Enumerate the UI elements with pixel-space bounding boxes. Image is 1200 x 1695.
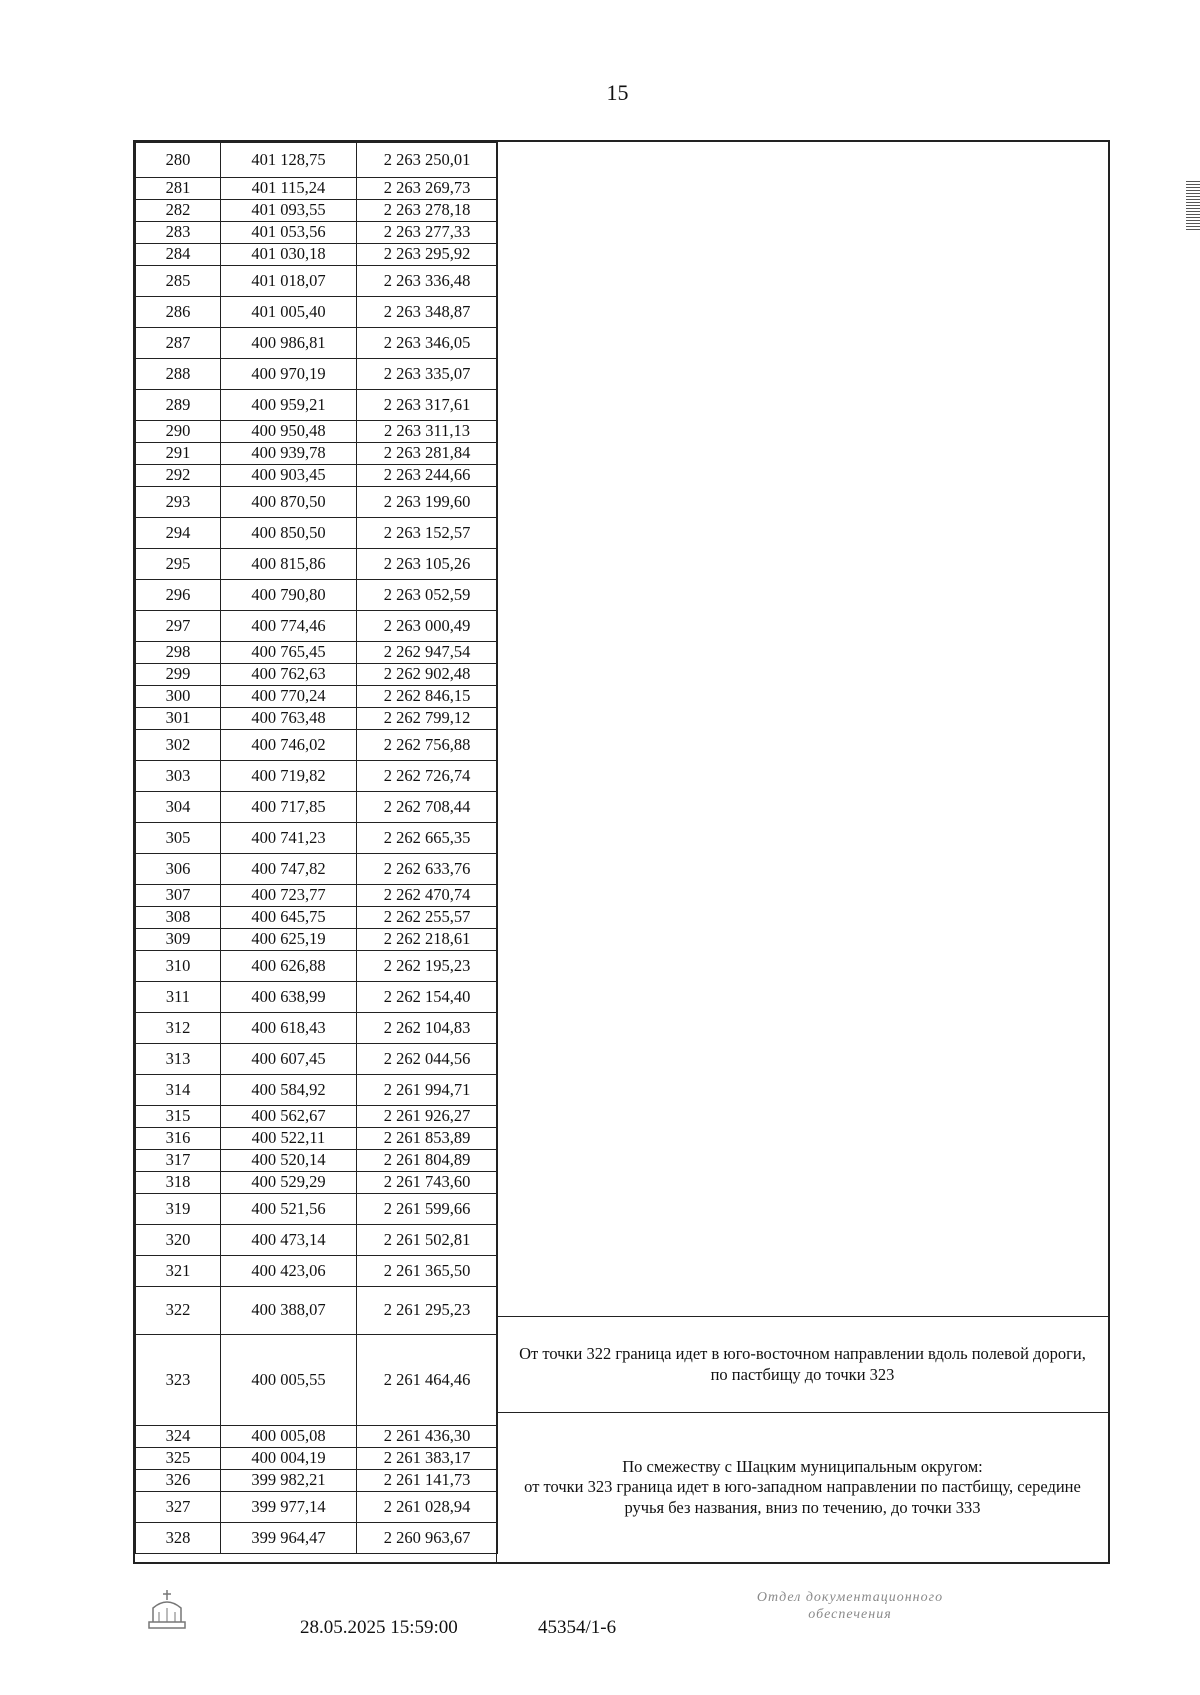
y-coordinate-cell: 2 262 044,56 xyxy=(357,1044,498,1075)
table-row xyxy=(136,686,498,708)
table-row xyxy=(136,178,498,200)
x-coordinate-cell: 400 950,48 xyxy=(221,421,357,443)
point-number-cell: 312 xyxy=(136,1013,221,1044)
table-row xyxy=(136,1523,498,1554)
y-coordinate-cell: 2 262 947,54 xyxy=(357,642,498,664)
y-coordinate-cell: 2 261 853,89 xyxy=(357,1128,498,1150)
point-number-cell: 298 xyxy=(136,642,221,664)
table-row xyxy=(136,907,498,929)
table-row xyxy=(136,642,498,664)
footer-document-number: 45354/1-6 xyxy=(538,1617,617,1638)
x-coordinate-cell: 400 625,19 xyxy=(221,929,357,951)
table-row xyxy=(136,1426,498,1448)
x-coordinate-cell: 401 030,18 xyxy=(221,244,357,266)
footer-datetime: 28.05.2025 15:59:00 xyxy=(300,1617,458,1638)
point-number-cell: 302 xyxy=(136,730,221,761)
description-column xyxy=(496,142,1108,1562)
table-row xyxy=(136,854,498,885)
table-row xyxy=(136,580,498,611)
y-coordinate-cell: 2 263 348,87 xyxy=(357,297,498,328)
y-coordinate-cell: 2 262 902,48 xyxy=(357,664,498,686)
boundary-sheet xyxy=(133,140,1110,1564)
point-number-cell: 284 xyxy=(136,244,221,266)
table-row xyxy=(136,1194,498,1225)
y-coordinate-cell: 2 263 277,33 xyxy=(357,222,498,244)
x-coordinate-cell: 400 747,82 xyxy=(221,854,357,885)
y-coordinate-cell: 2 261 028,94 xyxy=(357,1492,498,1523)
point-number-cell: 296 xyxy=(136,580,221,611)
x-coordinate-cell: 400 762,63 xyxy=(221,664,357,686)
x-coordinate-cell: 401 128,75 xyxy=(221,143,357,178)
point-number-cell: 303 xyxy=(136,761,221,792)
point-number-cell: 293 xyxy=(136,487,221,518)
x-coordinate-cell: 400 423,06 xyxy=(221,1256,357,1287)
x-coordinate-cell: 400 815,86 xyxy=(221,549,357,580)
point-number-cell: 321 xyxy=(136,1256,221,1287)
point-number-cell: 308 xyxy=(136,907,221,929)
y-coordinate-cell: 2 262 154,40 xyxy=(357,982,498,1013)
coordinates-table xyxy=(135,142,498,1554)
table-row xyxy=(136,929,498,951)
x-coordinate-cell: 399 977,14 xyxy=(221,1492,357,1523)
point-number-cell: 287 xyxy=(136,328,221,359)
x-coordinate-cell: 400 870,50 xyxy=(221,487,357,518)
x-coordinate-cell: 400 473,14 xyxy=(221,1225,357,1256)
y-coordinate-cell: 2 263 244,66 xyxy=(357,465,498,487)
x-coordinate-cell: 400 529,29 xyxy=(221,1172,357,1194)
table-row xyxy=(136,951,498,982)
table-row xyxy=(136,421,498,443)
y-coordinate-cell: 2 262 255,57 xyxy=(357,907,498,929)
point-number-cell: 289 xyxy=(136,390,221,421)
point-number-cell: 290 xyxy=(136,421,221,443)
y-coordinate-cell: 2 262 665,35 xyxy=(357,823,498,854)
point-number-cell: 299 xyxy=(136,664,221,686)
y-coordinate-cell: 2 262 708,44 xyxy=(357,792,498,823)
y-coordinate-cell: 2 262 633,76 xyxy=(357,854,498,885)
table-row xyxy=(136,1013,498,1044)
point-number-cell: 311 xyxy=(136,982,221,1013)
y-coordinate-cell: 2 263 336,48 xyxy=(357,266,498,297)
point-number-cell: 317 xyxy=(136,1150,221,1172)
y-coordinate-cell: 2 261 994,71 xyxy=(357,1075,498,1106)
table-row xyxy=(136,1172,498,1194)
point-number-cell: 310 xyxy=(136,951,221,982)
x-coordinate-cell: 400 521,56 xyxy=(221,1194,357,1225)
x-coordinate-cell: 400 763,48 xyxy=(221,708,357,730)
point-number-cell: 306 xyxy=(136,854,221,885)
y-coordinate-cell: 2 263 295,92 xyxy=(357,244,498,266)
x-coordinate-cell: 400 717,85 xyxy=(221,792,357,823)
point-number-cell: 300 xyxy=(136,686,221,708)
point-number-cell: 285 xyxy=(136,266,221,297)
y-coordinate-cell: 2 262 104,83 xyxy=(357,1013,498,1044)
point-number-cell: 305 xyxy=(136,823,221,854)
x-coordinate-cell: 400 746,02 xyxy=(221,730,357,761)
y-coordinate-cell: 2 260 963,67 xyxy=(357,1523,498,1554)
y-coordinate-cell: 2 263 269,73 xyxy=(357,178,498,200)
x-coordinate-cell: 400 004,19 xyxy=(221,1448,357,1470)
x-coordinate-cell: 400 626,88 xyxy=(221,951,357,982)
table-row xyxy=(136,1335,498,1426)
x-coordinate-cell: 400 986,81 xyxy=(221,328,357,359)
scan-edge-mark xyxy=(1186,180,1200,230)
table-row xyxy=(136,487,498,518)
page-number: 15 xyxy=(606,80,629,105)
table-row xyxy=(136,465,498,487)
table-row xyxy=(136,266,498,297)
table-row xyxy=(136,518,498,549)
x-coordinate-cell: 400 741,23 xyxy=(221,823,357,854)
y-coordinate-cell: 2 261 804,89 xyxy=(357,1150,498,1172)
table-row xyxy=(136,1150,498,1172)
y-coordinate-cell: 2 262 195,23 xyxy=(357,951,498,982)
table-row xyxy=(136,1287,498,1335)
segment-text-322-323: От точки 322 граница идет в юго-восточном направлении вдоль полевой дороги, по пастбищу до точки 323 xyxy=(519,1343,1086,1384)
y-coordinate-cell: 2 262 218,61 xyxy=(357,929,498,951)
point-number-cell: 323 xyxy=(136,1335,221,1426)
y-coordinate-cell: 2 262 756,88 xyxy=(357,730,498,761)
point-number-cell: 327 xyxy=(136,1492,221,1523)
point-number-cell: 301 xyxy=(136,708,221,730)
table-row xyxy=(136,823,498,854)
x-coordinate-cell: 400 388,07 xyxy=(221,1287,357,1335)
y-coordinate-cell: 2 262 846,15 xyxy=(357,686,498,708)
table-row xyxy=(136,611,498,642)
x-coordinate-cell: 400 970,19 xyxy=(221,359,357,390)
y-coordinate-cell: 2 263 278,18 xyxy=(357,200,498,222)
point-number-cell: 295 xyxy=(136,549,221,580)
x-coordinate-cell: 400 005,55 xyxy=(221,1335,357,1426)
table-row xyxy=(136,708,498,730)
emblem-logo-icon xyxy=(143,1586,191,1634)
segment-description-323-333 xyxy=(497,1412,1108,1562)
point-number-cell: 283 xyxy=(136,222,221,244)
y-coordinate-cell: 2 261 365,50 xyxy=(357,1256,498,1287)
table-row xyxy=(136,390,498,421)
point-number-cell: 322 xyxy=(136,1287,221,1335)
point-number-cell: 314 xyxy=(136,1075,221,1106)
y-coordinate-cell: 2 263 000,49 xyxy=(357,611,498,642)
segment-text-323-333-line2: от точки 323 граница идет в юго-западном направлении по пастбищу, середине ручья без названия, вниз по течению, до точки 333 xyxy=(524,1477,1081,1517)
table-row xyxy=(136,1492,498,1523)
point-number-cell: 320 xyxy=(136,1225,221,1256)
y-coordinate-cell: 2 261 743,60 xyxy=(357,1172,498,1194)
y-coordinate-cell: 2 263 105,26 xyxy=(357,549,498,580)
stamp-line-1: Отдел документационного xyxy=(756,1590,944,1605)
coordinates-table-body xyxy=(136,143,498,1554)
table-row xyxy=(136,1106,498,1128)
x-coordinate-cell: 401 018,07 xyxy=(221,266,357,297)
x-coordinate-cell: 399 982,21 xyxy=(221,1470,357,1492)
table-row xyxy=(136,1225,498,1256)
x-coordinate-cell: 400 774,46 xyxy=(221,611,357,642)
table-row xyxy=(136,549,498,580)
table-row xyxy=(136,1448,498,1470)
x-coordinate-cell: 400 520,14 xyxy=(221,1150,357,1172)
point-number-cell: 318 xyxy=(136,1172,221,1194)
table-row xyxy=(136,730,498,761)
x-coordinate-cell: 400 005,08 xyxy=(221,1426,357,1448)
table-row xyxy=(136,792,498,823)
x-coordinate-cell: 401 115,24 xyxy=(221,178,357,200)
point-number-cell: 307 xyxy=(136,885,221,907)
table-row xyxy=(136,1075,498,1106)
y-coordinate-cell: 2 263 199,60 xyxy=(357,487,498,518)
x-coordinate-cell: 401 053,56 xyxy=(221,222,357,244)
table-row xyxy=(136,222,498,244)
table-row xyxy=(136,1128,498,1150)
point-number-cell: 288 xyxy=(136,359,221,390)
segment-text-323-333-line1: По смежеству с Шацким муниципальным округом: xyxy=(622,1456,983,1476)
y-coordinate-cell: 2 261 502,81 xyxy=(357,1225,498,1256)
y-coordinate-cell: 2 261 383,17 xyxy=(357,1448,498,1470)
y-coordinate-cell: 2 263 152,57 xyxy=(357,518,498,549)
y-coordinate-cell: 2 262 726,74 xyxy=(357,761,498,792)
point-number-cell: 280 xyxy=(136,143,221,178)
y-coordinate-cell: 2 261 141,73 xyxy=(357,1470,498,1492)
point-number-cell: 326 xyxy=(136,1470,221,1492)
point-number-cell: 316 xyxy=(136,1128,221,1150)
y-coordinate-cell: 2 262 799,12 xyxy=(357,708,498,730)
point-number-cell: 319 xyxy=(136,1194,221,1225)
y-coordinate-cell: 2 263 346,05 xyxy=(357,328,498,359)
point-number-cell: 297 xyxy=(136,611,221,642)
segment-description-322-323 xyxy=(497,1316,1108,1412)
point-number-cell: 309 xyxy=(136,929,221,951)
table-row xyxy=(136,885,498,907)
table-row xyxy=(136,1044,498,1075)
x-coordinate-cell: 400 645,75 xyxy=(221,907,357,929)
y-coordinate-cell: 2 261 464,46 xyxy=(357,1335,498,1426)
point-number-cell: 294 xyxy=(136,518,221,549)
x-coordinate-cell: 399 964,47 xyxy=(221,1523,357,1554)
point-number-cell: 315 xyxy=(136,1106,221,1128)
point-number-cell: 324 xyxy=(136,1426,221,1448)
table-row xyxy=(136,1470,498,1492)
x-coordinate-cell: 400 850,50 xyxy=(221,518,357,549)
y-coordinate-cell: 2 261 926,27 xyxy=(357,1106,498,1128)
x-coordinate-cell: 400 638,99 xyxy=(221,982,357,1013)
point-number-cell: 328 xyxy=(136,1523,221,1554)
x-coordinate-cell: 400 618,43 xyxy=(221,1013,357,1044)
department-stamp xyxy=(700,1590,1000,1624)
x-coordinate-cell: 400 765,45 xyxy=(221,642,357,664)
x-coordinate-cell: 400 903,45 xyxy=(221,465,357,487)
table-row xyxy=(136,297,498,328)
table-row xyxy=(136,664,498,686)
table-row xyxy=(136,143,498,178)
point-number-cell: 325 xyxy=(136,1448,221,1470)
table-row xyxy=(136,328,498,359)
y-coordinate-cell: 2 261 436,30 xyxy=(357,1426,498,1448)
y-coordinate-cell: 2 263 250,01 xyxy=(357,143,498,178)
y-coordinate-cell: 2 262 470,74 xyxy=(357,885,498,907)
x-coordinate-cell: 400 790,80 xyxy=(221,580,357,611)
point-number-cell: 281 xyxy=(136,178,221,200)
x-coordinate-cell: 400 770,24 xyxy=(221,686,357,708)
x-coordinate-cell: 400 959,21 xyxy=(221,390,357,421)
point-number-cell: 291 xyxy=(136,443,221,465)
x-coordinate-cell: 401 005,40 xyxy=(221,297,357,328)
x-coordinate-cell: 400 607,45 xyxy=(221,1044,357,1075)
x-coordinate-cell: 400 723,77 xyxy=(221,885,357,907)
x-coordinate-cell: 400 939,78 xyxy=(221,443,357,465)
table-row xyxy=(136,200,498,222)
x-coordinate-cell: 401 093,55 xyxy=(221,200,357,222)
x-coordinate-cell: 400 522,11 xyxy=(221,1128,357,1150)
point-number-cell: 286 xyxy=(136,297,221,328)
point-number-cell: 292 xyxy=(136,465,221,487)
table-row xyxy=(136,982,498,1013)
y-coordinate-cell: 2 263 335,07 xyxy=(357,359,498,390)
y-coordinate-cell: 2 263 317,61 xyxy=(357,390,498,421)
table-row xyxy=(136,1256,498,1287)
table-row xyxy=(136,761,498,792)
y-coordinate-cell: 2 263 281,84 xyxy=(357,443,498,465)
stamp-line-2: обеспечения xyxy=(808,1606,892,1622)
x-coordinate-cell: 400 584,92 xyxy=(221,1075,357,1106)
point-number-cell: 313 xyxy=(136,1044,221,1075)
point-number-cell: 304 xyxy=(136,792,221,823)
x-coordinate-cell: 400 562,67 xyxy=(221,1106,357,1128)
y-coordinate-cell: 2 261 599,66 xyxy=(357,1194,498,1225)
table-row xyxy=(136,443,498,465)
table-row xyxy=(136,244,498,266)
x-coordinate-cell: 400 719,82 xyxy=(221,761,357,792)
y-coordinate-cell: 2 261 295,23 xyxy=(357,1287,498,1335)
y-coordinate-cell: 2 263 052,59 xyxy=(357,580,498,611)
point-number-cell: 282 xyxy=(136,200,221,222)
table-row xyxy=(136,359,498,390)
y-coordinate-cell: 2 263 311,13 xyxy=(357,421,498,443)
